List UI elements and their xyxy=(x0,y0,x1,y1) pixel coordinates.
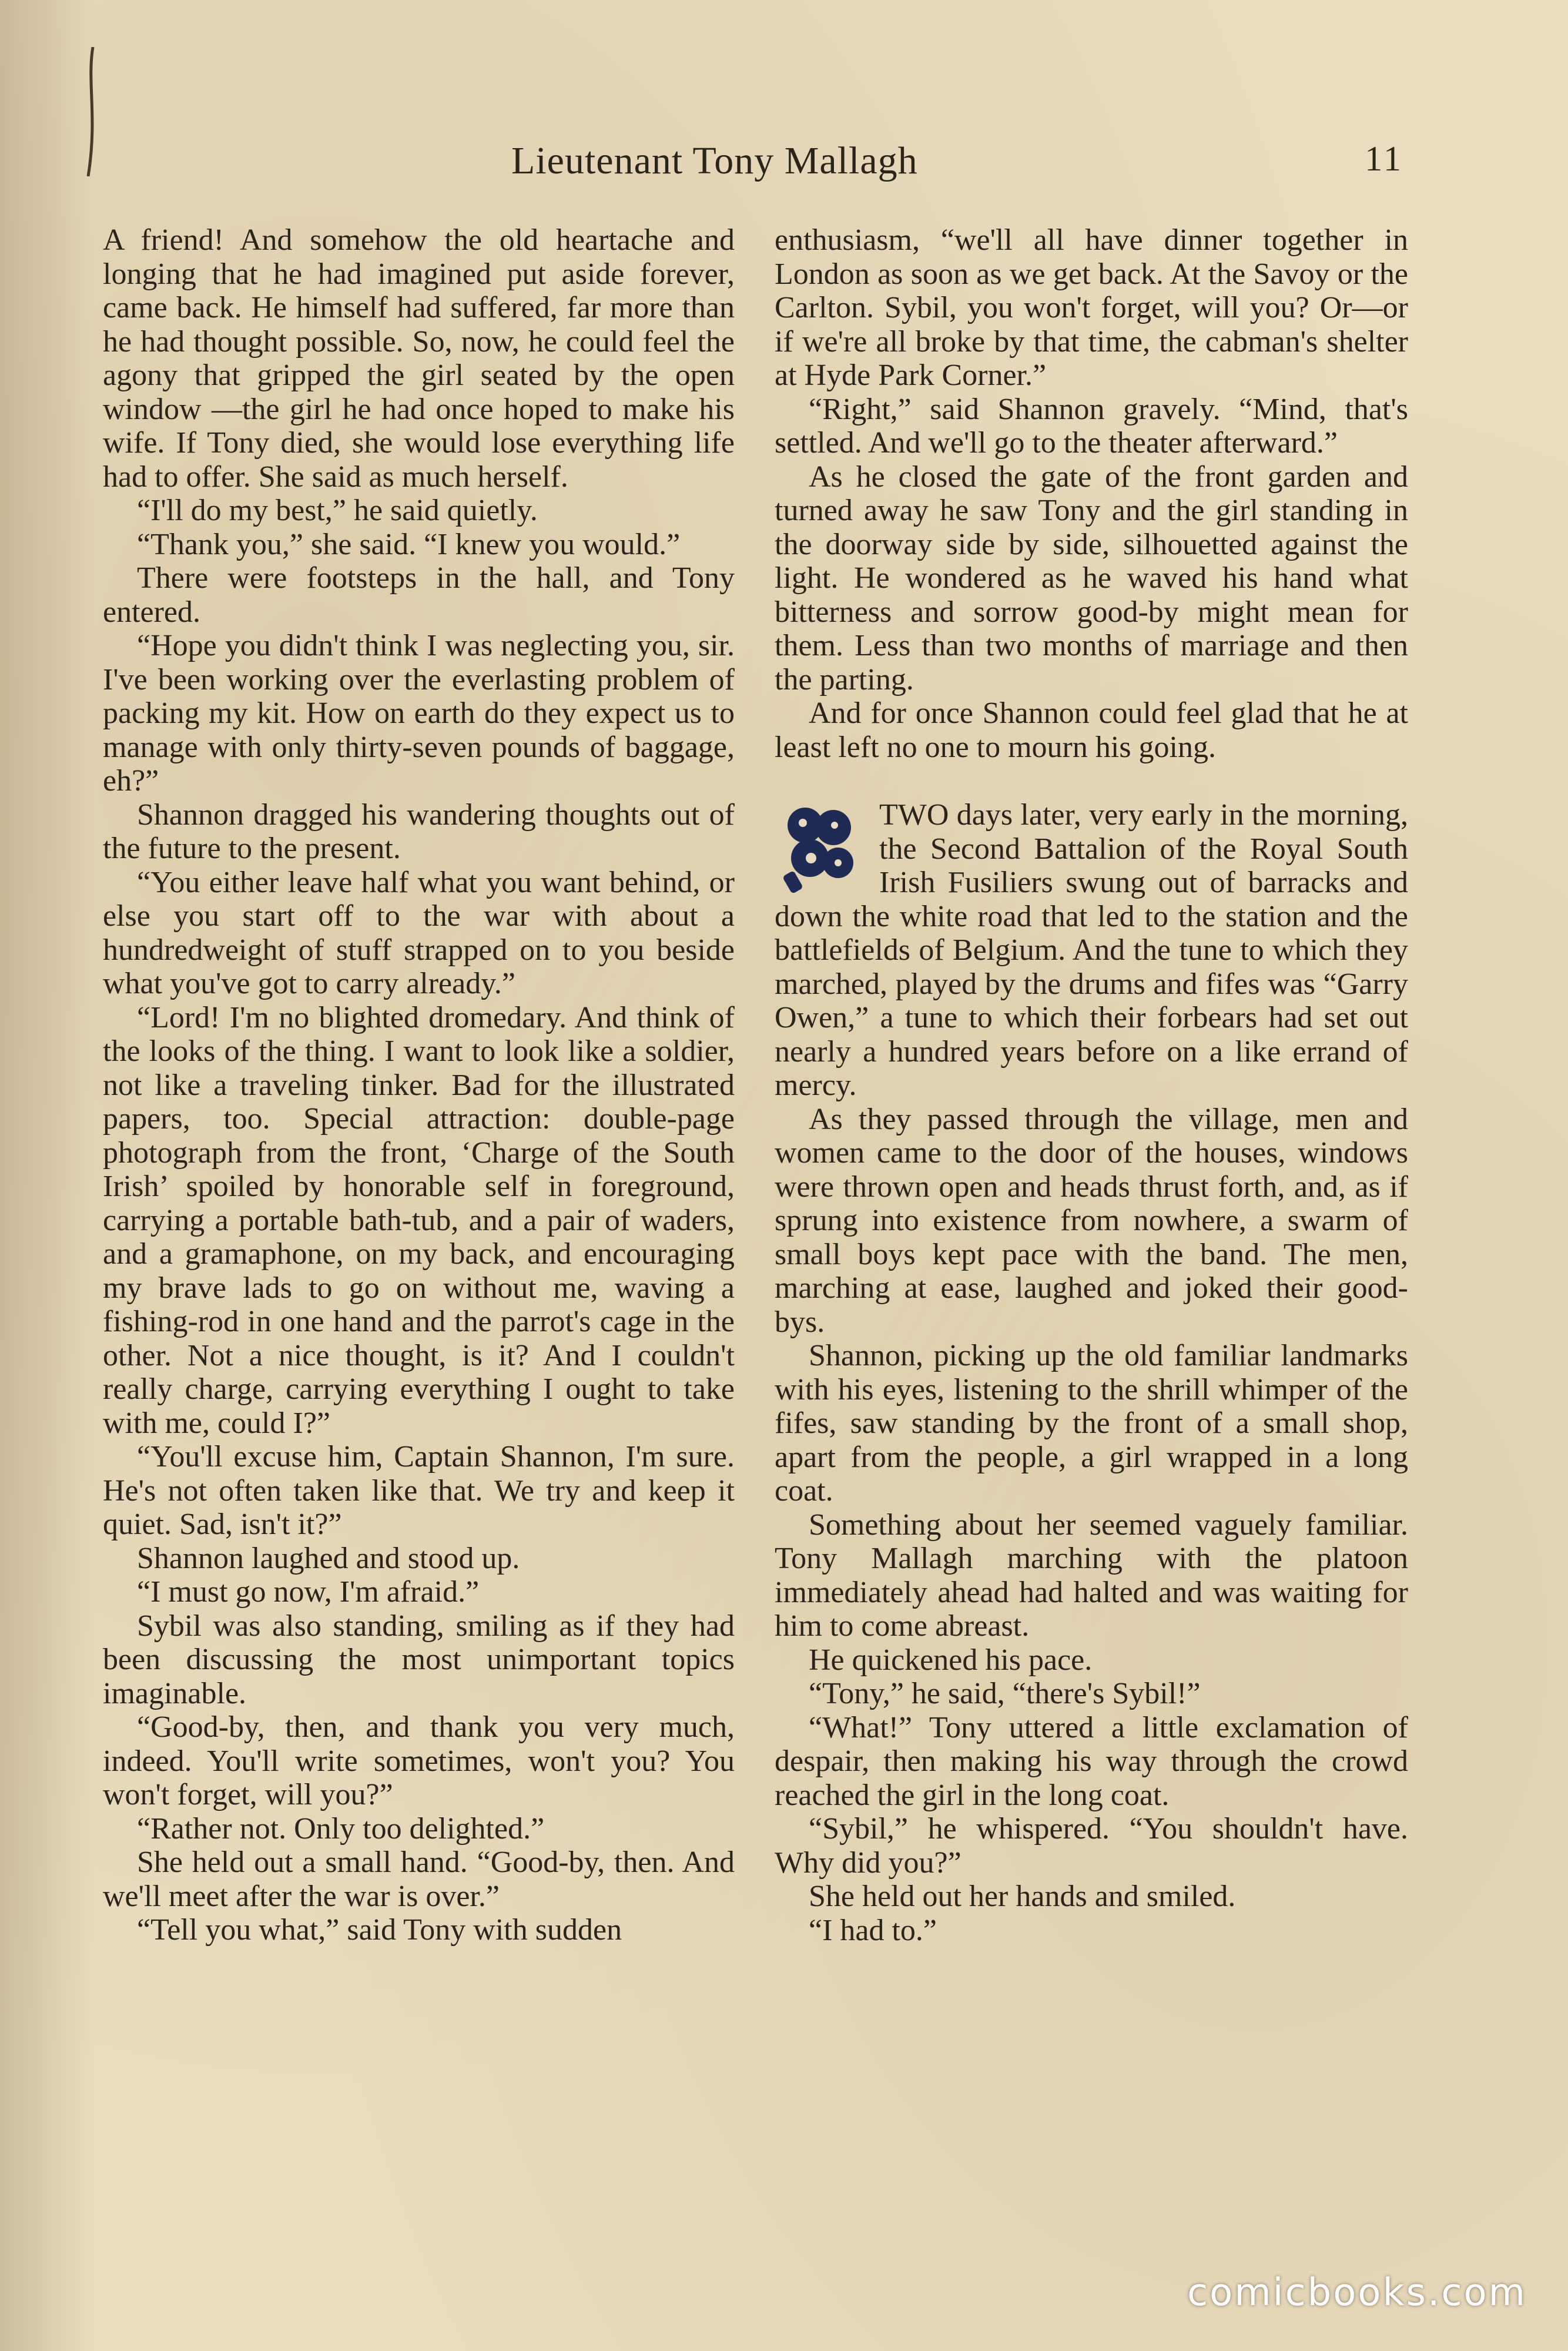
paragraph: She held out her hands and smiled. xyxy=(809,1880,1236,1913)
paragraph: “Hope you didn't think I was neglecting you, sir. I've been working over the everlasting problem of packing my kit. How on earth do they expect us to manage with only thirty-seven pounds of baggage, eh?” xyxy=(103,629,735,798)
paragraph: Shannon laughed and stood up. xyxy=(137,1541,520,1575)
paragraph: He quickened his pace. xyxy=(809,1643,1093,1677)
right-column xyxy=(775,223,1408,1947)
paragraph: “Thank you,” she said. “I knew you would.” xyxy=(137,527,681,561)
paragraph: “I'll do my best,” he said quietly. xyxy=(137,494,538,527)
paragraph: “Good-by, then, and thank you very much, indeed. You'll write sometimes, won't you? You won't forget, will you?” xyxy=(103,1710,735,1811)
clover-ornament-icon xyxy=(775,802,863,896)
paragraph: And for once Shannon could feel glad that he at least left no one to mourn his going. xyxy=(775,696,1408,764)
paragraph: “Tell you what,” said Tony with sudden xyxy=(137,1913,622,1947)
paragraph: Sybil was also standing, smiling as if they had been discussing the most unimportant topics imaginable. xyxy=(103,1609,735,1710)
paragraph: “Rather not. Only too delighted.” xyxy=(137,1811,545,1846)
section-opening xyxy=(775,798,1408,1103)
paragraph: “You'll excuse him, Captain Shannon, I'm sure. He's not often taken like that. We try and keep it quiet. Sad, isn't it?” xyxy=(103,1440,735,1541)
site-watermark: comicbooks.com xyxy=(1187,2271,1527,2315)
page-number: 11 xyxy=(1365,139,1403,178)
paragraph: enthusiasm, “we'll all have dinner together in London as soon as we get back. At the Savoy or the Carlton. Sybil, you won't forget, will you? Or—or if we're all broke by that time, the cabman's shelter at Hyde Park Corner.” xyxy=(775,223,1408,392)
paragraph: “Sybil,” he whispered. “You shouldn't have. Why did you?” xyxy=(775,1812,1408,1880)
paragraph: A friend! And somehow the old heartache and longing that he had imagined put aside forever, came back. He himself had suffered, far more than he had thought possible. So, now, he could feel the agony that gripped the girl seated by the open window —the girl he had once hoped to make his wife. If Tony died, she would lose everything life had to offer. She said as much herself. xyxy=(103,223,735,494)
paragraph: “What!” Tony uttered a little exclamation of despair, then making his way through the crowd reached the girl in the long coat. xyxy=(775,1710,1408,1812)
left-column xyxy=(103,223,735,1947)
paragraph: “You either leave half what you want behind, or else you start off to the war with about a hundredweight of stuff strapped on to you beside what you've got to carry already.” xyxy=(103,865,735,1000)
paragraph: “I must go now, I'm afraid.” xyxy=(137,1575,480,1609)
paragraph: There were footsteps in the hall, and Tony entered. xyxy=(103,561,735,629)
paragraph: Something about her seemed vaguely familiar. Tony Mallagh marching with the platoon immediately ahead had halted and was waiting for him to come abreast. xyxy=(775,1508,1408,1643)
paragraph: TWO days later, very early in the morning, the Second Battalion of the Royal South Irish Fusiliers swung out of barracks and down the white road that led to the station and the battlefields of Belgium. And the tune to which they marched, played by the drums and fifes was “Garry Owen,” a tune to which their forbears had set out nearly a hundred years before on a like errand of mercy. xyxy=(775,798,1408,1102)
paragraph: As he closed the gate of the front garden and turned away he saw Tony and the girl standing in the doorway side by side, silhouetted against the light. He wondered as he waved his hand what bitterness and sorrow good-by might mean for them. Less than two months of marriage and then the parting. xyxy=(775,460,1408,696)
paragraph: Shannon, picking up the old familiar landmarks with his eyes, listening to the shrill whimper of the fifes, saw standing by the front of a small shop, apart from the people, a girl wrapped in a long coat. xyxy=(775,1339,1408,1508)
paragraph: “Tony,” he said, “there's Sybil!” xyxy=(809,1677,1201,1710)
section-break xyxy=(775,764,1408,798)
paragraph: “Right,” said Shannon gravely. “Mind, that's settled. And we'll go to the theater afterward.” xyxy=(775,392,1408,460)
page-header xyxy=(100,139,1403,192)
paragraph: “Lord! I'm no blighted dromedary. And think of the looks of the thing. I want to look like a soldier, not like a traveling tinker. Bad for the illustrated papers, too. Special attraction: double-page photograph from the front, ‘Charge of the South Irish’ spoiled by honorable self in foreground, carrying a portable bath-tub, and a pair of waders, and a gramaphone, on my back, and encouraging my brave lads to go on without me, waving a fishing-rod in one hand and the parrot's cage in the other. Not a nice thought, is it? And I couldn't really charge, carrying everything I ought to take with me, could I?” xyxy=(103,1000,735,1440)
paragraph: She held out a small hand. “Good-by, then. And we'll meet after the war is over.” xyxy=(103,1846,735,1913)
paragraph: As they passed through the village, men and women came to the door of the houses, windows were thrown open and heads thrust forth, and, as if sprung into existence from nowhere, a swarm of small boys kept pace with the band. The men, marching at ease, laughed and joked their good-bys. xyxy=(775,1102,1408,1339)
paragraph: “I had to.” xyxy=(809,1913,937,1947)
running-title: Lieutenant Tony Mallagh xyxy=(511,139,918,182)
page-tear-mark xyxy=(82,47,100,176)
paragraph: Shannon dragged his wandering thoughts out of the future to the present. xyxy=(103,798,735,865)
